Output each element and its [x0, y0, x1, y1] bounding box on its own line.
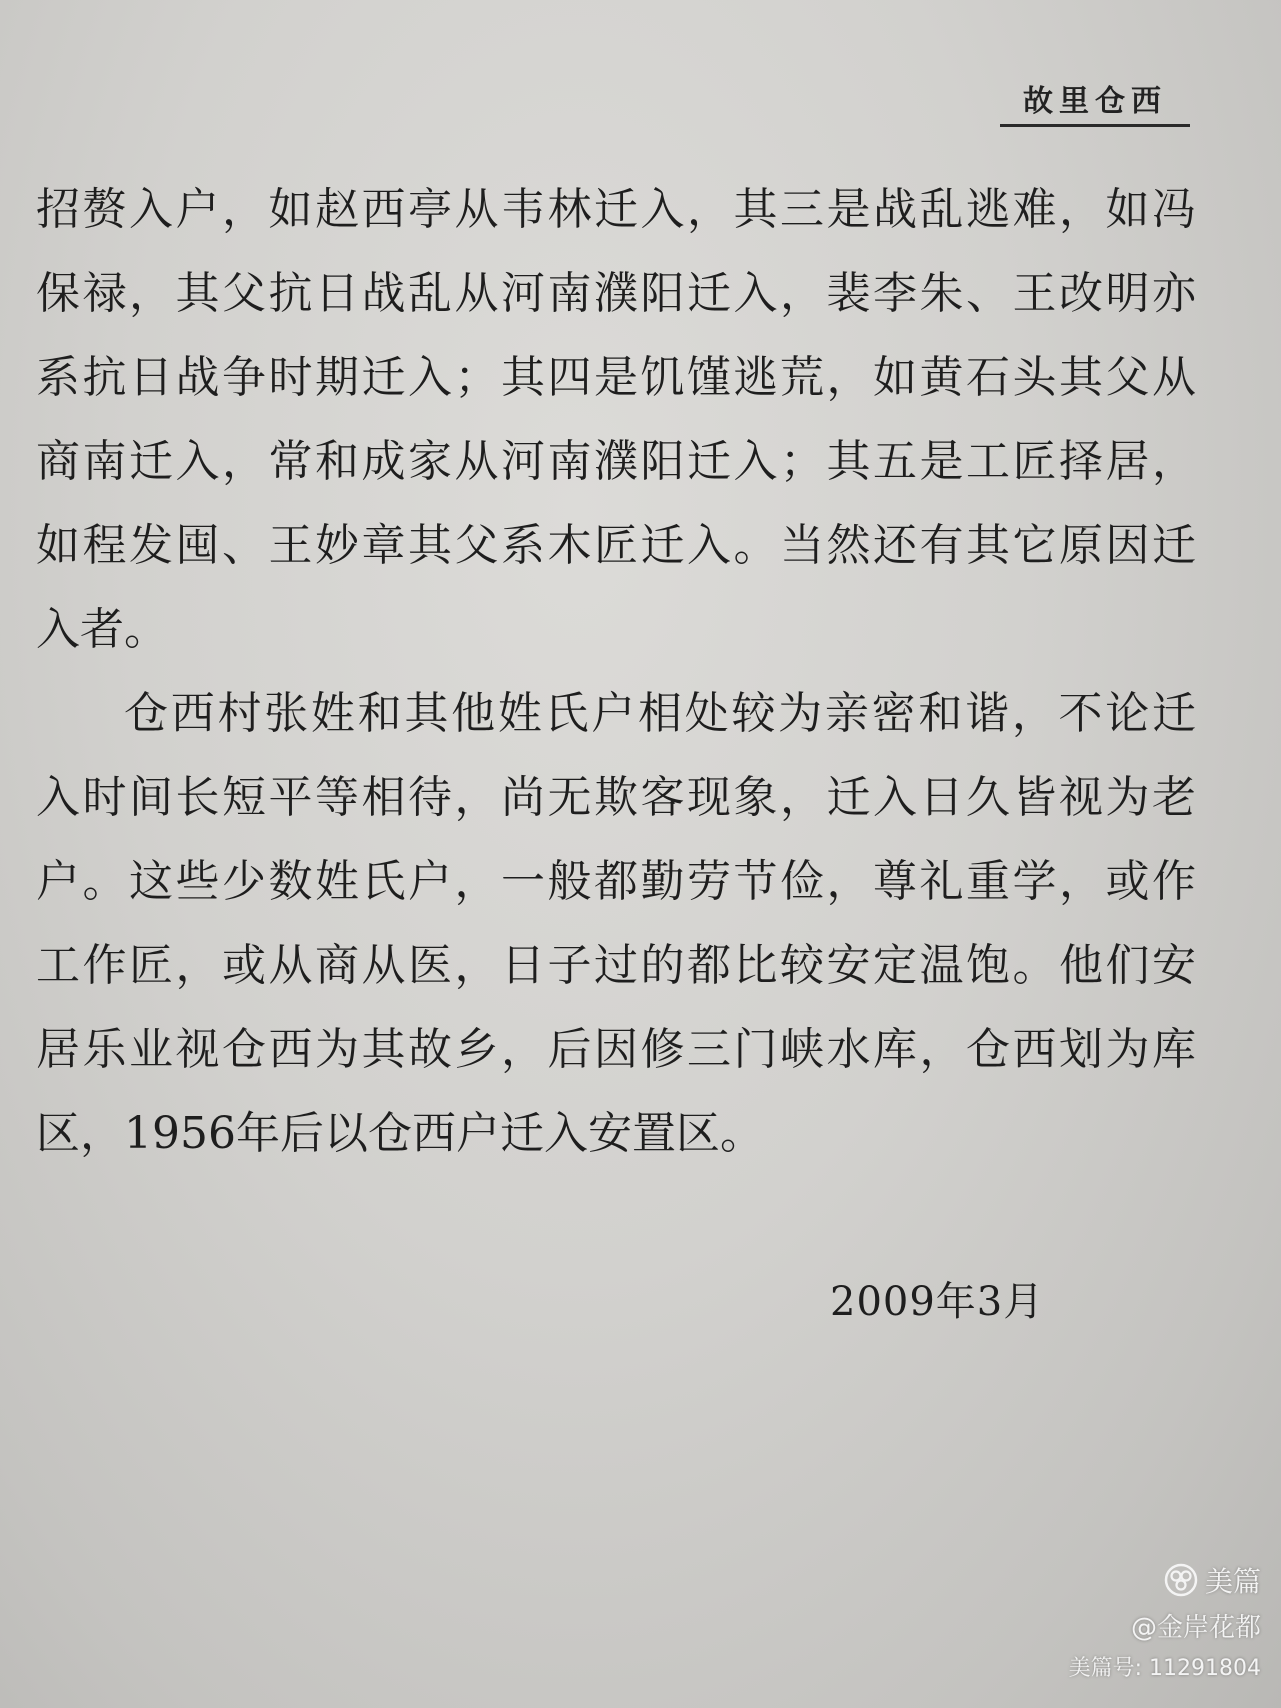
text-line: 入者。 [36, 604, 168, 655]
watermark-brand [1061, 1560, 1261, 1600]
text-line: 户。这些少数姓氏户，一般都勤劳节俭，尊礼重学，或作 [36, 856, 1196, 907]
body-text [36, 168, 1196, 1176]
running-header [1000, 72, 1190, 127]
watermark-brand-text: 美篇 [1204, 1565, 1261, 1598]
running-title: 故里仓西 [1023, 84, 1167, 119]
text-line: 区，1956年后以仓西户迁入安置区。 [36, 1108, 764, 1159]
text-line: 保禄，其父抗日战乱从河南濮阳迁入，裴李朱、王改明亦 [36, 268, 1196, 319]
date-signature: 2009年3月 [830, 1279, 1045, 1325]
text-line: 工作匠，或从商从医，日子过的都比较安定温饱。他们安 [36, 940, 1196, 991]
text-line: 商南迁入，常和成家从河南濮阳迁入；其五是工匠择居， [36, 436, 1196, 487]
text-line: 仓西村张姓和其他姓氏户相处较为亲密和谐，不论迁 [124, 688, 1196, 739]
watermark-id: 美篇号: 11291804 [1068, 1656, 1261, 1681]
watermark-author: @金岸花都 [1130, 1613, 1261, 1643]
paragraph-2 [36, 672, 1196, 1176]
text-line: 居乐业视仓西为其故乡，后因修三门峡水库，仓西划为库 [36, 1024, 1196, 1075]
text-line: 系抗日战争时期迁入；其四是饥馑逃荒，如黄石头其父从 [36, 352, 1196, 403]
paragraph-1 [36, 168, 1196, 672]
watermark [1061, 1560, 1261, 1686]
text-line: 入时间长短平等相待，尚无欺客现象，迁入日久皆视为老 [36, 772, 1196, 823]
text-line: 如程发囤、王妙章其父系木匠迁入。当然还有其它原因迁 [36, 520, 1196, 571]
meipian-logo-icon [1163, 1562, 1199, 1598]
text-line: 招赘入户，如赵西亭从韦林迁入，其三是战乱逃难，如冯 [36, 184, 1196, 235]
